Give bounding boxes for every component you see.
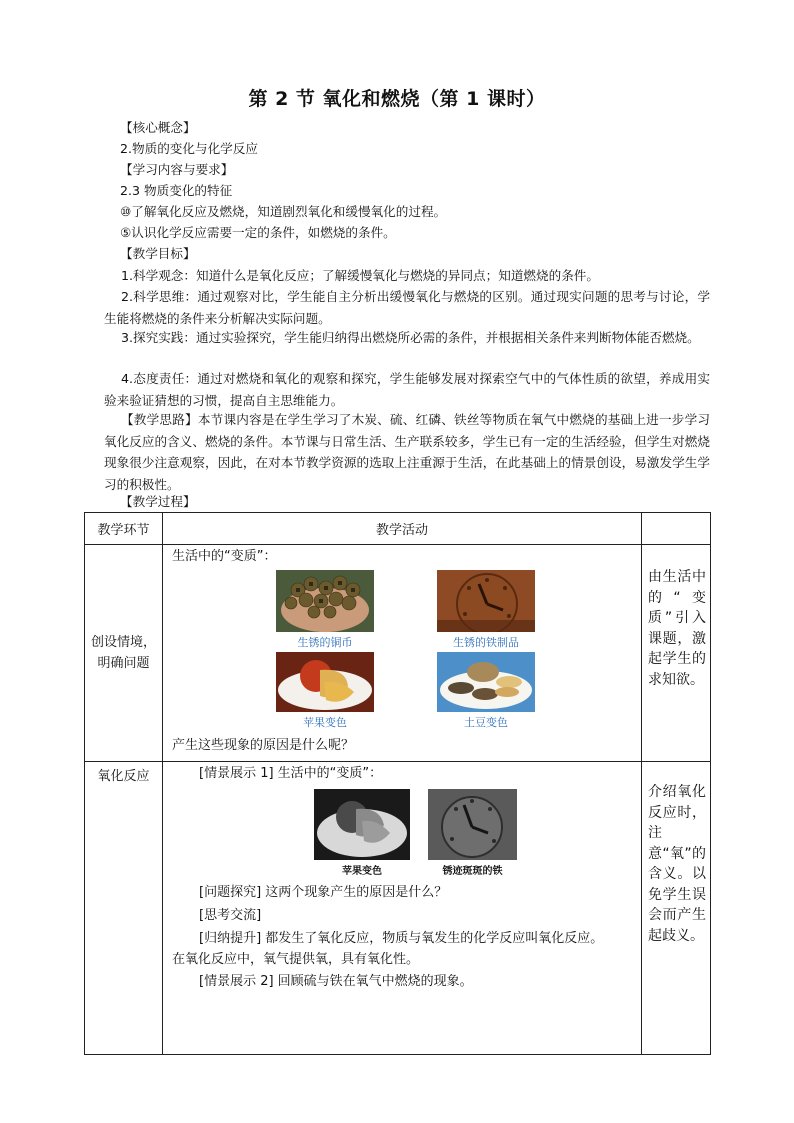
stage-label: 氧化反应 [97, 769, 150, 784]
activity-line: [思考交流] [199, 908, 262, 923]
header-activity: 教学活动 [163, 513, 642, 545]
core-concept-heading: 【核心概念】 [120, 120, 196, 135]
activity-line: [情景展示 2] 回顾硫与铁在氧气中燃烧的现象。 [199, 974, 473, 989]
activity-line: [归纳提升] 都发生了氧化反应，物质与氧发生的化学反应叫氧化反应。 [199, 931, 604, 946]
activity-line: [问题探究] 这两个现象产生的原因是什么？ [199, 885, 448, 900]
caption-coins: 生锈的铜币 [297, 636, 353, 649]
stage-label: 创设情境，明确问题 [90, 635, 156, 671]
note-text: 由生活中的“变质”引入课题，激起学生的求知欲。 [648, 569, 706, 688]
rusty-iron-image [437, 570, 535, 632]
process-heading: 【教学过程】 [120, 494, 196, 509]
apple-bw-image [314, 789, 410, 860]
page-title: 第 2 节 氧化和燃烧（第 1 课时） [248, 88, 546, 110]
objective-item: 4.态度责任：通过对燃烧和氧化的观察和探究，学生能够发展对探索空气中的气体性质的欲望，养成用实验来验证猜想的习惯，提高自主思维能力。 [104, 371, 710, 408]
requirements-heading: 【学习内容与要求】 [120, 162, 234, 177]
rusty-coins-image [276, 570, 374, 632]
iron-bw-image [428, 789, 517, 860]
objective-item: 3.探究实践：通过实验探究，学生能归纳得出燃烧所必需的条件，并根据相关条件来判断物体能否燃烧。 [121, 330, 700, 345]
teaching-idea-paragraph [104, 409, 710, 495]
apple-browning-image [276, 652, 374, 712]
activity-line: 在氧化反应中，氧气提供氧，具有氧化性。 [172, 952, 420, 967]
caption-apple: 苹果变色 [303, 716, 347, 729]
caption-iron-bw: 锈迹斑斑的铁 [442, 866, 503, 877]
potato-browning-image [437, 652, 535, 712]
teaching-idea-text: 本节课内容是在学生学习了木炭、硫、红磷、铁丝等物质在氧气中燃烧的基础上进一步学习氧化反应的含义、燃烧的条件。本节课与日常生活、生产联系较多，学生已有一定的生活经验，但学生对燃烧现象很少注意观察，因此，在对本节教学资源的选取上注重源于生活，在此基础上的情景创设，易激发学生学习的积极性。 [104, 412, 711, 492]
note-cell [642, 762, 711, 1055]
header-stage: 教学环节 [85, 513, 163, 545]
activity-cell [163, 545, 642, 762]
note-cell [642, 545, 711, 762]
activity-cell [163, 762, 642, 1055]
table-row [85, 545, 711, 762]
teaching-idea-heading: 【教学思路】 [121, 412, 198, 427]
table-row [85, 762, 711, 1055]
caption-iron: 生锈的铁制品 [453, 636, 519, 649]
activity-question: 产生这些现象的原因是什么呢？ [172, 738, 355, 753]
caption-apple-bw: 苹果变色 [342, 866, 382, 877]
core-concept-item: 2.物质的变化与化学反应 [120, 141, 258, 156]
caption-potato: 土豆变色 [464, 716, 508, 729]
table-header-row [85, 513, 711, 545]
note-text: 介绍氧化反应时，注意“氧”的含义。以免学生误会而产生起歧义。 [648, 784, 706, 944]
stage-cell [85, 762, 163, 1055]
activity-intro: 生活中的“变质”： [172, 549, 277, 564]
activity-line: [情景展示 1] 生活中的“变质”： [199, 766, 383, 781]
teaching-process-table [84, 512, 711, 1055]
requirement-item: ⑩了解氧化反应及燃烧，知道剧烈氧化和缓慢氧化的过程。 [120, 204, 447, 219]
requirement-item: 2.3 物质变化的特征 [120, 183, 233, 198]
stage-cell [85, 545, 163, 762]
objective-item: 1.科学观念：知道什么是氧化反应；了解缓慢氧化与燃烧的异同点；知道燃烧的条件。 [121, 268, 599, 283]
header-note [642, 513, 711, 545]
objectives-heading: 【教学目标】 [120, 246, 196, 261]
requirement-item: ⑤认识化学反应需要一定的条件，如燃烧的条件。 [120, 225, 396, 240]
objective-item: 2.科学思维：通过观察对比，学生能自主分析出缓慢氧化与燃烧的区别。通过现实问题的思考与讨论，学生能将燃烧的条件来分析解决实际问题。 [104, 289, 710, 326]
